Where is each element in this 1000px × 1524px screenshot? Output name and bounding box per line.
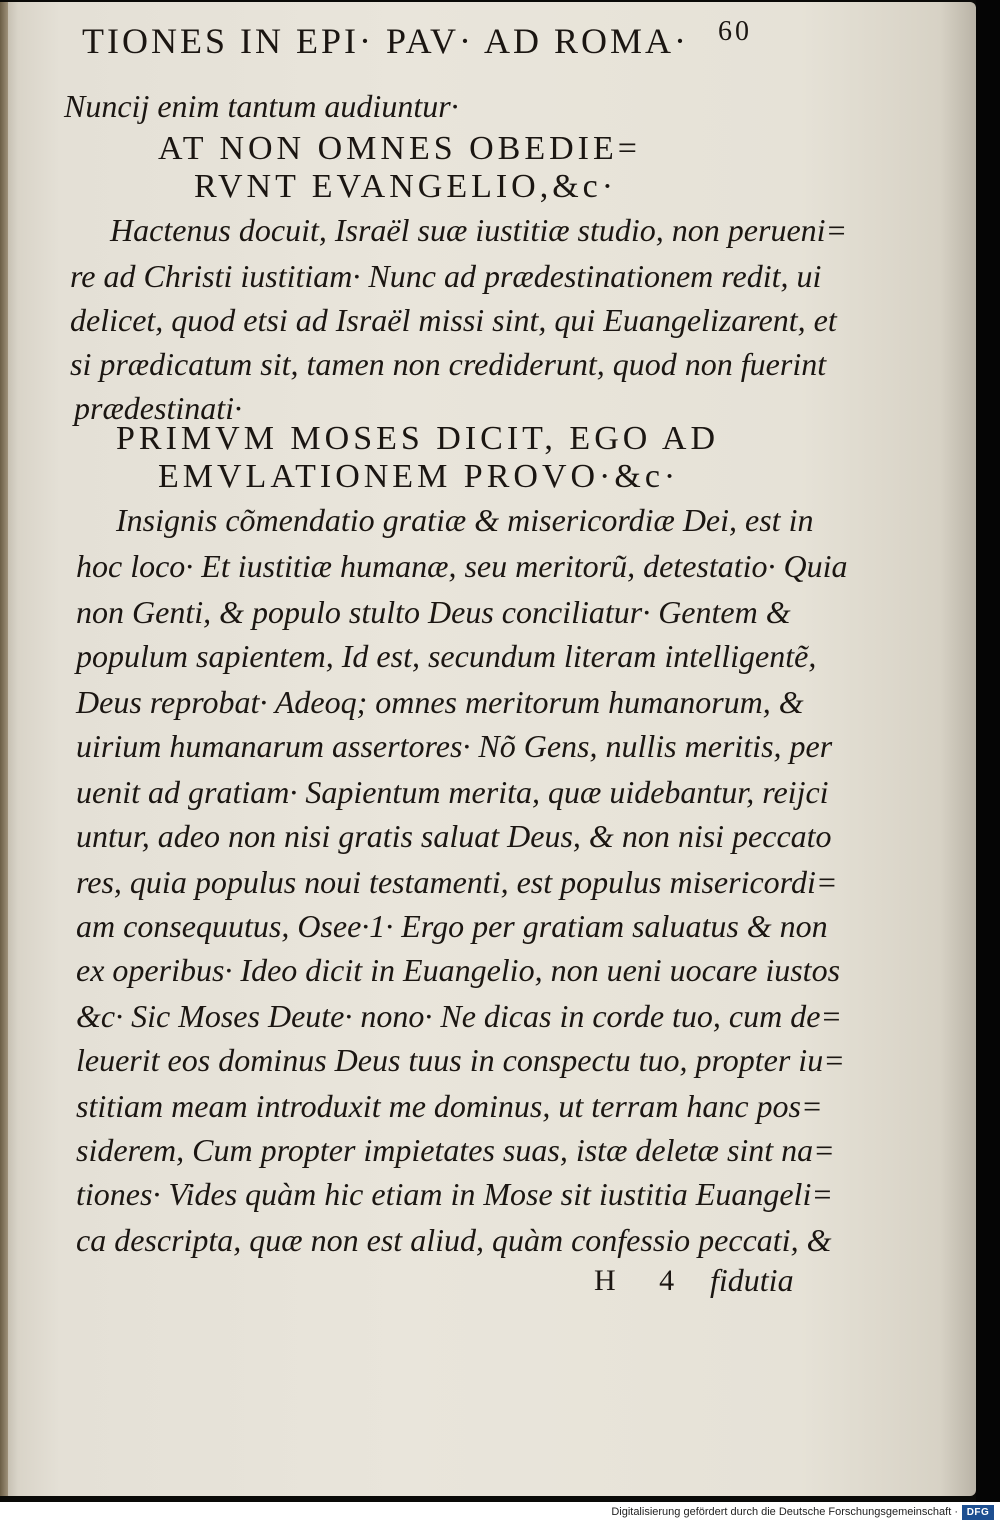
text-line-5: re ad Christi iustitiam· Nunc ad prædestinationem redit, ui (70, 258, 822, 294)
text-line-22: &c· Sic Moses Deute· nono· Ne dicas in corde tuo, cum de= (76, 998, 843, 1034)
book-page (0, 2, 976, 1496)
text-line-11: Insignis cõmendatio gratiæ & misericordiæ Dei, est in (116, 502, 814, 538)
text-line-25: siderem, Cum propter impietates suas, istæ deletæ sint na= (76, 1132, 835, 1168)
text-line-4: Hactenus docuit, Israël suæ iustitiæ studio, non perueni= (110, 212, 848, 248)
text-line-18: untur, adeo non nisi gratis saluat Deus, & non nisi peccato (76, 818, 832, 854)
text-line-26: tiones· Vides quàm hic etiam in Mose sit iustitia Euangeli= (76, 1176, 833, 1212)
text-line-19: res, quia populus noui testamenti, est populus misericordi= (76, 864, 838, 900)
page-text (0, 2, 976, 1496)
text-line-23: leuerit eos dominus Deus tuus in conspectu tuo, propter iu= (76, 1042, 845, 1078)
scan-dark-edge (976, 0, 1000, 1502)
text-line-13: non Genti, & populo stulto Deus conciliatur· Gentem & (76, 594, 791, 630)
text-line-15: Deus reprobat· Adeoq; omnes meritorum humanorum, & (76, 684, 804, 720)
text-line-24: stitiam meam introduxit me dominus, ut terram hanc pos= (76, 1088, 823, 1124)
text-line-17: uenit ad gratiam· Sapientum merita, quæ uidebantur, reijci (76, 774, 829, 810)
folio-number: 60 (718, 16, 752, 47)
heading-line-4: EMVLATIONEM PROVO·&c· (158, 458, 680, 495)
text-line-27: ca descripta, quæ non est aliud, quàm confessio peccati, & (76, 1222, 832, 1258)
funding-credit: Digitalisierung gefördert durch die Deutsche Forschungsgemeinschaft · (611, 1506, 958, 1518)
text-line-14: populum sapientem, Id est, secundum literam intelligentẽ, (76, 638, 817, 674)
heading-line-3: PRIMVM MOSES DICIT, EGO AD (116, 420, 720, 457)
catchword: fidutia (710, 1262, 794, 1298)
text-line-8: prædestinati· (74, 390, 243, 426)
running-head: TIONES IN EPI· PAV· AD ROMA· (82, 21, 690, 61)
heading-line-1: AT NON OMNES OBEDIE= (158, 130, 641, 167)
text-line-12: hoc loco· Et iustitiæ humanæ, seu meritorũ, detestatio· Quia (76, 548, 848, 584)
text-line-7: si prædicatum sit, tamen non crediderunt, quod non fuerint (70, 346, 827, 382)
text-line-1: Nuncij enim tantum audiuntur· (64, 88, 459, 124)
signature-mark: H 4 (594, 1264, 693, 1297)
text-line-16: uirium humanarum assertores· Nõ Gens, nullis meritis, per (76, 728, 833, 764)
text-line-6: delicet, quod etsi ad Israël missi sint, qui Euangelizarent, et (70, 302, 837, 338)
text-line-21: ex operibus· Ideo dicit in Euangelio, non ueni uocare iustos (76, 952, 841, 988)
heading-line-2: RVNT EVANGELIO,&c· (194, 168, 618, 205)
digitization-footer (0, 1502, 1000, 1524)
text-line-20: am consequutus, Osee·1· Ergo per gratiam saluatus & non (76, 908, 828, 944)
dfg-logo-icon: DFG (962, 1505, 994, 1520)
